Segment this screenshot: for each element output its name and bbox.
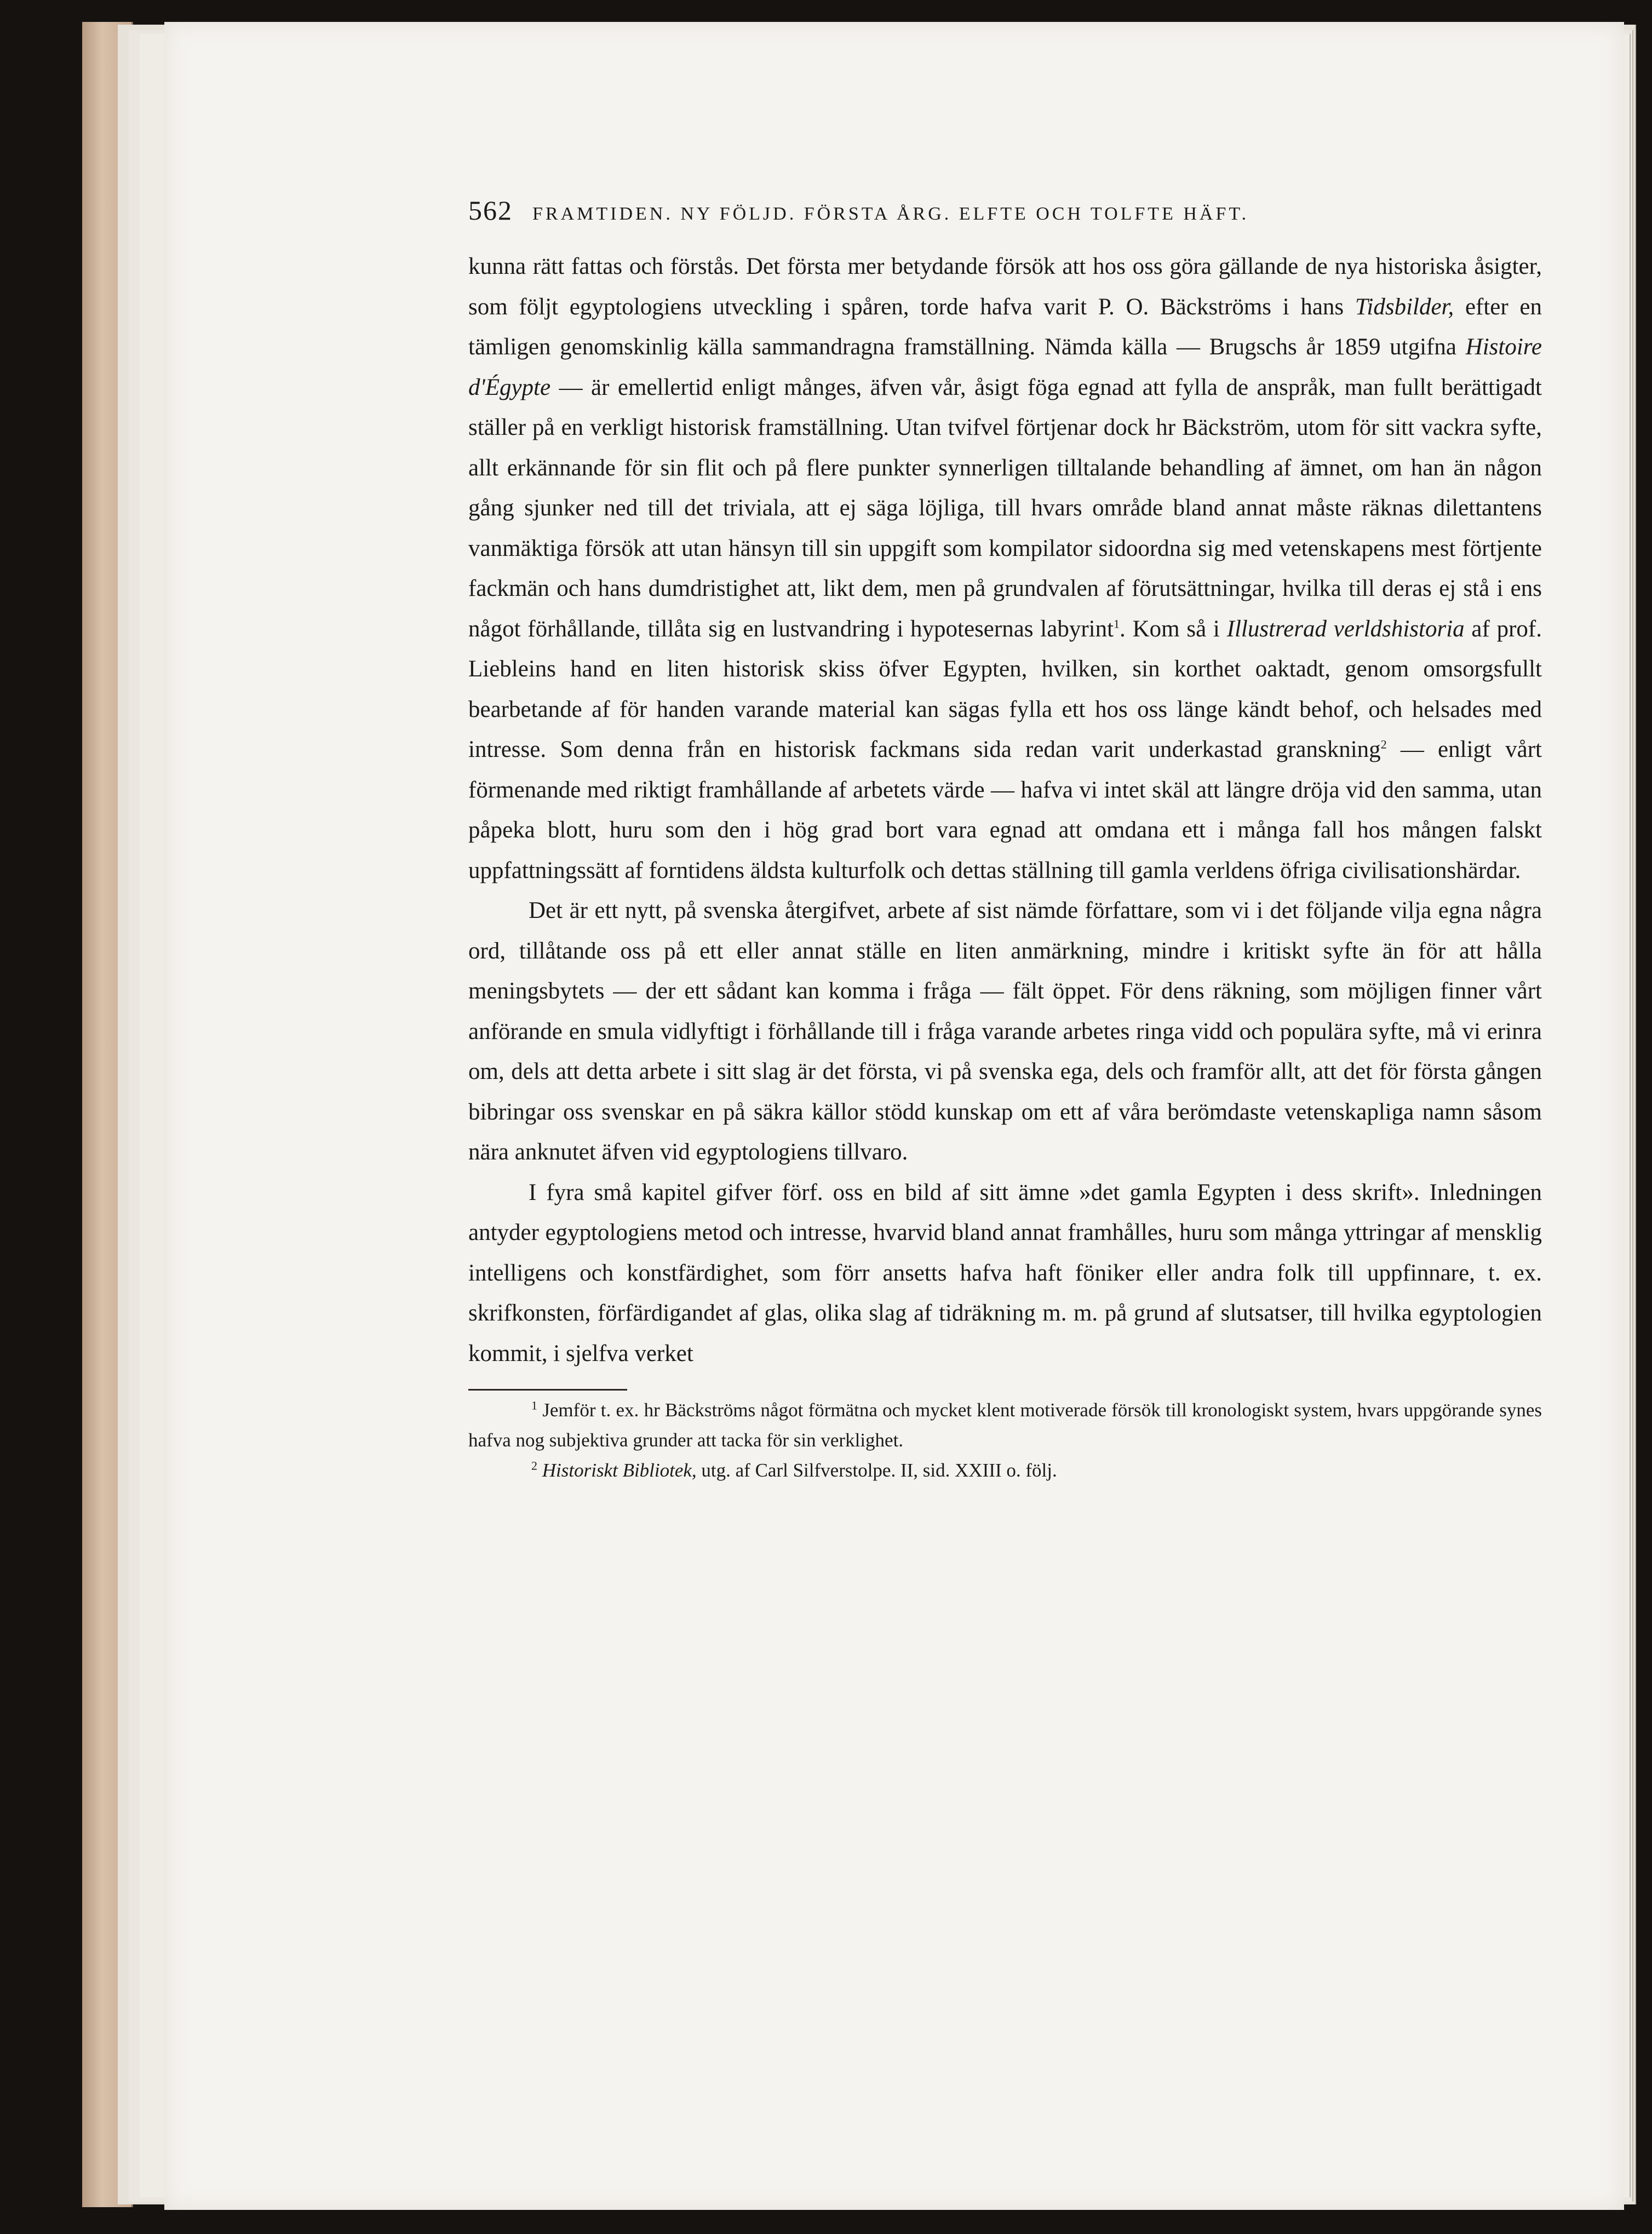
paragraph: I fyra små kapitel gifver förf. oss en bild af sitt ämne »det gamla Egypten i dess skrift». Inledningen antyder egyptologiens metod och intresse, hvarvid bland annat framhålles, huru som många yttringar af mensklig intelligens och konstfärdighet, som förr ansetts hafva haft föniker eller andra folk till uppfinnare, t. ex. skrifkonsten, förfärdigandet af glas, olika slag af tidräkning m. m. på grund af slutsatser, till hvilka egyptologien kommit, i sjelfva verket xyxy=(468,1179,1542,1366)
running-title: FRAMTIDEN. NY FÖLJD. FÖRSTA ÅRG. ELFTE OCH TOLFTE HÄFT. xyxy=(532,204,1249,224)
body-text xyxy=(468,246,1542,1374)
footnote-ref: 2 xyxy=(1380,737,1387,751)
page-number: 562 xyxy=(468,195,513,226)
text-run: efter en tämligen genomskinlig källa sammandragna framställning. Nämda källa — Brugschs år 1859 utgifna xyxy=(468,294,1542,360)
footnote-text: utg. af Carl Silfverstolpe. II, sid. XXIII o. följ. xyxy=(696,1460,1057,1481)
footnote xyxy=(468,1395,1542,1455)
footnote-italic: Historiskt Bibliotek, xyxy=(542,1460,697,1481)
footnotes xyxy=(468,1395,1542,1485)
footnote-rule xyxy=(468,1389,627,1391)
footnote-mark: 1 xyxy=(531,1398,537,1412)
paragraph: Det är ett nytt, på svenska återgifvet, arbete af sist nämde författare, som vi i det följande vilja egna några ord, tillåtande oss på ett eller annat ställe en liten anmärkning, mindre i kritiskt syfte än för att hålla meningsbytets — der ett sådant kan komma i fråga — fält öppet. För dens räkning, som möjligen finner vårt anförande en smula vidlyftigt i förhållande till i fråga varande arbetes ringa vidd och populära syfte, må vi erinra om, dels att detta arbete i sitt slag är det första, vi på svenska ega, dels och framför allt, att det för första gången bibringar oss svenskar en på säkra källor stödd kunskap om ett af våra berömdaste vetenskapliga namn såsom nära anknutet äfven vid egyptologiens tillvaro. xyxy=(468,898,1542,1165)
italic-title: Tidsbilder, xyxy=(1355,294,1454,320)
page-header xyxy=(468,194,1542,233)
paragraph xyxy=(468,246,1542,891)
page-content xyxy=(468,194,1542,1485)
italic-title: Histoire d'Égypte xyxy=(468,334,1542,400)
book-page xyxy=(164,22,1624,2210)
text-run: — enligt vårt förmenande med riktigt framhållande af arbetets värde — hafva vi intet skäl att längre dröja vid den samma, utan påpeka blott, huru som den i hög grad bort vara egnad att omdana ett i många fall hos mången falskt uppfattningssätt af forntidens äldsta kulturfolk och dettas ställning till gamla verldens öfriga civilisationshärdar. xyxy=(468,737,1542,883)
text-run: — är emellertid enligt månges, äfven vår, åsigt föga egnad att fylla de anspråk, man fullt berättigadt ställer på en verkligt historisk framställning. Utan tvifvel förtjenar dock hr Bäckström, utom för sitt vackra syfte, allt erkännande för sin flit och på flere punkter synnerligen tilltalande behandling af ämnet, om han än någon gång sjunker ned till det triviala, att ej säga löjliga, till hvars område bland annat måste räknas dilettantens vanmäktiga försök att utan hänsyn till sin uppgift som kompilator sidoordna sig med vetenskapens mest förtjente fackmän och hans dumdristighet att, likt dem, men på grundvalen af förutsättningar, hvilka till deras ej stå i ens något förhållande, tillåta sig en lustvandring i hypotesernas labyrint xyxy=(468,374,1542,642)
italic-title: Illustrerad verldshistoria xyxy=(1226,616,1465,642)
text-run: . Kom så i xyxy=(1120,616,1227,642)
footnote-ref: 1 xyxy=(1114,617,1120,631)
text-run: af prof. Liebleins hand en liten historisk skiss öfver Egypten, hvilken, sin korthet oaktadt, genom omsorgsfullt bearbetande af för handen varande material kan sägas fylla ett hos oss länge kändt behof, och helsades med intresse. Som denna från en historisk fackmans sida redan varit underkastad granskning xyxy=(468,616,1542,762)
footnote-mark: 2 xyxy=(531,1458,537,1473)
footnote-text: Jemför t. ex. hr Bäckströms något förmätna och mycket klent motiverade försök till kronologiskt system, hvars uppgörande synes hafva nog subjektiva grunder att tacka för sin verklighet. xyxy=(468,1399,1542,1451)
text-run: kunna rätt fattas och förstås. Det första mer betydande försök att hos oss göra gällande de nya historiska åsigter, som följt egyptologiens utveckling i spåren, torde hafva varit P. O. Bäckströms i hans xyxy=(468,254,1542,320)
footnote xyxy=(468,1455,1542,1485)
